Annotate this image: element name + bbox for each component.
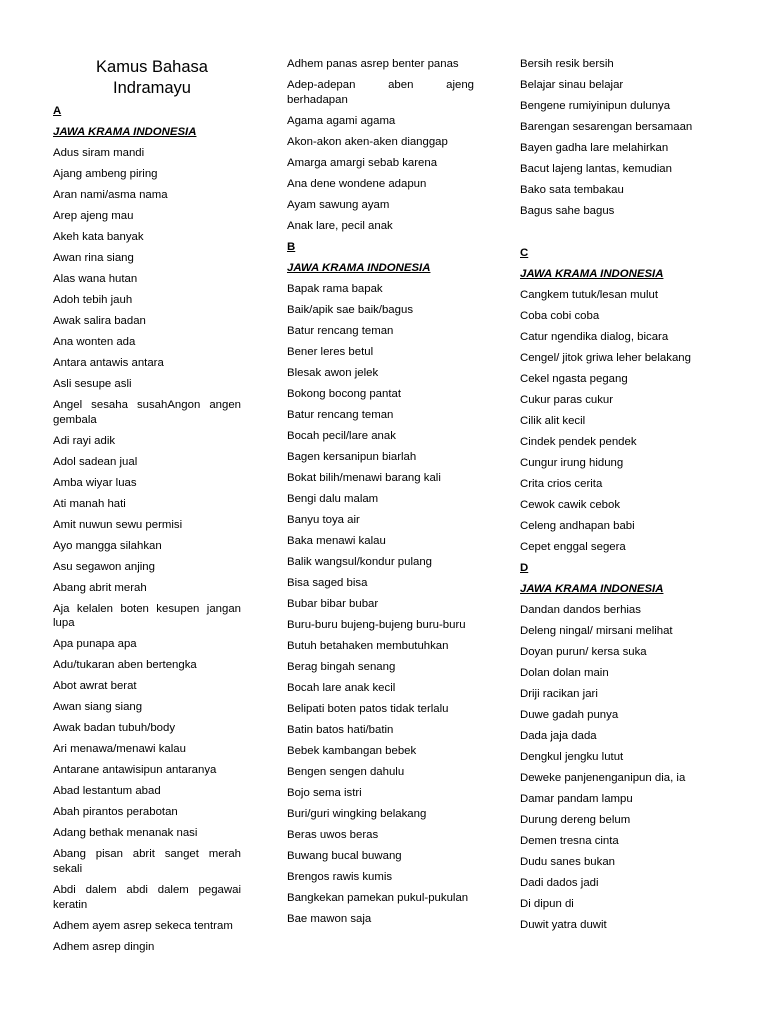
dictionary-entry: Berag bingah senang	[287, 660, 396, 673]
dictionary-entry: Blesak awon jelek	[287, 366, 379, 379]
dictionary-entry: Adhem panas asrep benter panas	[287, 58, 459, 70]
dictionary-entry: Aran nami/asma nama	[53, 189, 168, 201]
dictionary-entry: Awak salira badan	[53, 315, 146, 327]
dictionary-entry: Bagus sahe bagus	[520, 205, 615, 217]
dictionary-entry: Ayam sawung ayam	[287, 198, 390, 211]
dictionary-entry: Deleng ningal/ mirsani melihat	[520, 625, 673, 637]
dictionary-entry: Cindek pendek pendek	[520, 436, 637, 448]
dictionary-entry: Ayo mangga silahkan	[53, 539, 162, 552]
section-letter: B	[287, 240, 296, 253]
dictionary-entry: Bener leres betul	[287, 345, 374, 358]
dictionary-entry: Bengen sengen dahulu	[287, 765, 405, 778]
dictionary-entry: Bengene rumiyinipun dulunya	[520, 100, 671, 112]
dictionary-entry: Ati manah hati	[53, 497, 126, 510]
dictionary-entry: Bacut lajeng lantas, kemudian	[520, 163, 672, 175]
dictionary-entry: Duwe gadah punya	[520, 709, 619, 721]
dictionary-entry: Dolan dolan main	[520, 667, 609, 679]
dictionary-entry: Bengi dalu malam	[287, 492, 379, 505]
dictionary-entry: Cekel ngasta pegang	[520, 373, 628, 385]
dictionary-entry: Dudu sanes bukan	[520, 856, 615, 868]
dictionary-entry: Bayen gadha lare melahirkan	[520, 142, 669, 154]
dictionary-entry: Buru-buru bujeng-bujeng buru-buru	[287, 618, 466, 631]
dictionary-entry: Anak lare, pecil anak	[287, 219, 393, 232]
dictionary-entry: Ari menawa/menawi kalau	[53, 743, 186, 756]
dictionary-entry: Awan siang siang	[53, 701, 143, 714]
dictionary-entry: Bapak rama bapak	[287, 282, 383, 295]
dictionary-entry: Asli sesupe asli	[53, 378, 132, 390]
dictionary-entry: Buwang bucal buwang	[287, 849, 402, 862]
dictionary-entry: Cepet enggal segera	[520, 541, 626, 553]
dictionary-entry: Crita crios cerita	[520, 478, 603, 490]
dictionary-entry: Duwit yatra duwit	[520, 919, 607, 931]
dictionary-entry: Asu segawon anjing	[53, 560, 155, 573]
dictionary-entry: Aja kelalen boten kesupen jangan lupa	[53, 602, 241, 630]
dictionary-entry: Alas wana hutan	[53, 273, 138, 285]
dictionary-entry: Adol sadean jual	[53, 455, 138, 468]
section-header: JAWA KRAMA INDONESIA	[520, 268, 664, 280]
dictionary-entry: Adi rayi adik	[53, 434, 116, 447]
dictionary-entry: Demen tresna cinta	[520, 835, 619, 847]
dictionary-entry: Dandan dandos berhias	[520, 604, 641, 616]
dictionary-entry: Deweke panjenenganipun dia, ia	[520, 772, 686, 784]
dictionary-entry: Belipati boten patos tidak terlalu	[287, 702, 449, 715]
dictionary-entry: Adu/tukaran aben bertengka	[53, 659, 197, 672]
dictionary-entry: Agama agami agama	[287, 114, 396, 127]
dictionary-entry: Cungur irung hidung	[520, 457, 624, 469]
dictionary-entry: Amarga amargi sebab karena	[287, 156, 438, 169]
dictionary-entry: Adhem asrep dingin	[53, 940, 155, 953]
dictionary-entry: Baik/apik sae baik/bagus	[287, 303, 414, 316]
dictionary-entry: Arep ajeng mau	[53, 210, 134, 222]
dictionary-entry: Antara antawis antara	[53, 357, 164, 369]
column-3	[520, 57, 708, 939]
section-letter: D	[520, 562, 529, 574]
dictionary-entry: Cangkem tutuk/lesan mulut	[520, 289, 659, 301]
section-header: JAWA KRAMA INDONESIA	[53, 126, 197, 138]
dictionary-entry: Bagen kersanipun biarlah	[287, 450, 417, 463]
dictionary-entry: Awan rina siang	[53, 252, 134, 264]
dictionary-entry: Bersih resik bersih	[520, 58, 614, 70]
dictionary-entry: Buri/guri wingking belakang	[287, 807, 427, 820]
dictionary-entry: Abang pisan abrit sanget merah sekali	[53, 848, 241, 876]
dictionary-entry: Bebek kambangan bebek	[287, 744, 417, 757]
page-title: Kamus Bahasa Indramayu	[96, 58, 208, 97]
dictionary-entry: Abot awrat berat	[53, 680, 137, 693]
dictionary-entry: Bae mawon saja	[287, 912, 372, 925]
dictionary-entry: Abad lestantum abad	[53, 785, 161, 798]
spacer	[520, 225, 708, 246]
column-1	[53, 57, 241, 961]
dictionary-entry: Adep-adepan aben ajeng berhadapan	[287, 79, 474, 106]
dictionary-entry: Adus siram mandi	[53, 147, 145, 159]
dictionary-entry: Beras uwos beras	[287, 828, 379, 841]
dictionary-entry: Cukur paras cukur	[520, 394, 614, 406]
dictionary-entry: Cilik alit kecil	[520, 415, 586, 427]
dictionary-entry: Amit nuwun sewu permisi	[53, 518, 183, 531]
dictionary-entry: Adang bethak menanak nasi	[53, 827, 198, 840]
dictionary-entry: Bocah pecil/lare anak	[287, 429, 396, 442]
dictionary-entry: Balik wangsul/kondur pulang	[287, 555, 433, 568]
dictionary-entry: Bisa saged bisa	[287, 576, 368, 589]
dictionary-entry: Cengel/ jitok griwa leher belakang	[520, 352, 691, 364]
dictionary-entry: Butuh betahaken membutuhkan	[287, 639, 449, 652]
dictionary-entry: Bocah lare anak kecil	[287, 681, 396, 694]
dictionary-entry: Ana wonten ada	[53, 336, 136, 348]
dictionary-entry: Bokat bilih/menawi barang kali	[287, 471, 441, 484]
dictionary-entry: Cewok cawik cebok	[520, 499, 621, 511]
section-letter: C	[520, 247, 529, 259]
dictionary-entry: Amba wiyar luas	[53, 476, 137, 489]
dictionary-entry: Batin batos hati/batin	[287, 723, 394, 736]
dictionary-entry: Barengan sesarengan bersamaan	[520, 121, 693, 133]
dictionary-entry: Abah pirantos perabotan	[53, 806, 178, 819]
dictionary-entry: Durung dereng belum	[520, 814, 631, 826]
dictionary-entry: Celeng andhapan babi	[520, 520, 635, 532]
dictionary-entry: Adhem ayem asrep sekeca tentram	[53, 919, 233, 932]
dictionary-entry: Awak badan tubuh/body	[53, 722, 176, 735]
dictionary-entry: Coba cobi coba	[520, 310, 600, 322]
dictionary-entry: Bojo sema istri	[287, 786, 362, 799]
dictionary-entry: Bokong bocong pantat	[287, 387, 402, 400]
dictionary-entry: Ajang ambeng piring	[53, 168, 158, 180]
dictionary-entry: Di dipun di	[520, 898, 574, 910]
dictionary-entry: Bako sata tembakau	[520, 184, 624, 196]
dictionary-entry: Dadi dados jadi	[520, 877, 599, 889]
dictionary-entry: Abang abrit merah	[53, 581, 147, 594]
dictionary-entry: Adoh tebih jauh	[53, 294, 133, 306]
dictionary-entry: Doyan purun/ kersa suka	[520, 646, 647, 658]
section-letter: A	[53, 105, 62, 117]
dictionary-entry: Apa punapa apa	[53, 638, 137, 651]
dictionary-entry: Akeh kata banyak	[53, 231, 144, 243]
section-header: JAWA KRAMA INDONESIA	[520, 583, 664, 595]
dictionary-entry: Abdi dalem abdi dalem pegawai keratin	[53, 884, 241, 911]
dictionary-entry: Ana dene wondene adapun	[287, 177, 427, 190]
dictionary-entry: Belajar sinau belajar	[520, 79, 624, 91]
dictionary-entry: Driji racikan jari	[520, 688, 598, 700]
dictionary-entry: Damar pandam lampu	[520, 793, 633, 805]
dictionary-entry: Bubar bibar bubar	[287, 597, 379, 610]
dictionary-entry: Batur rencang teman	[287, 324, 394, 337]
dictionary-entry: Angel sesaha susahAngon angen gembala	[53, 399, 241, 426]
dictionary-entry: Bangkekan pamekan pukul-pukulan	[287, 891, 469, 904]
column-2	[287, 57, 474, 933]
dictionary-entry: Baka menawi kalau	[287, 534, 386, 547]
dictionary-entry: Dada jaja dada	[520, 730, 597, 742]
dictionary-entry: Antarane antawisipun antaranya	[53, 764, 217, 777]
section-header: JAWA KRAMA INDONESIA	[287, 261, 431, 274]
dictionary-entry: Brengos rawis kumis	[287, 870, 393, 883]
dictionary-entry: Catur ngendika dialog, bicara	[520, 331, 669, 343]
dictionary-entry: Banyu toya air	[287, 513, 360, 526]
dictionary-entry: Dengkul jengku lutut	[520, 751, 624, 763]
dictionary-entry: Akon-akon aken-aken dianggap	[287, 135, 448, 148]
dictionary-entry: Batur rencang teman	[287, 408, 394, 421]
